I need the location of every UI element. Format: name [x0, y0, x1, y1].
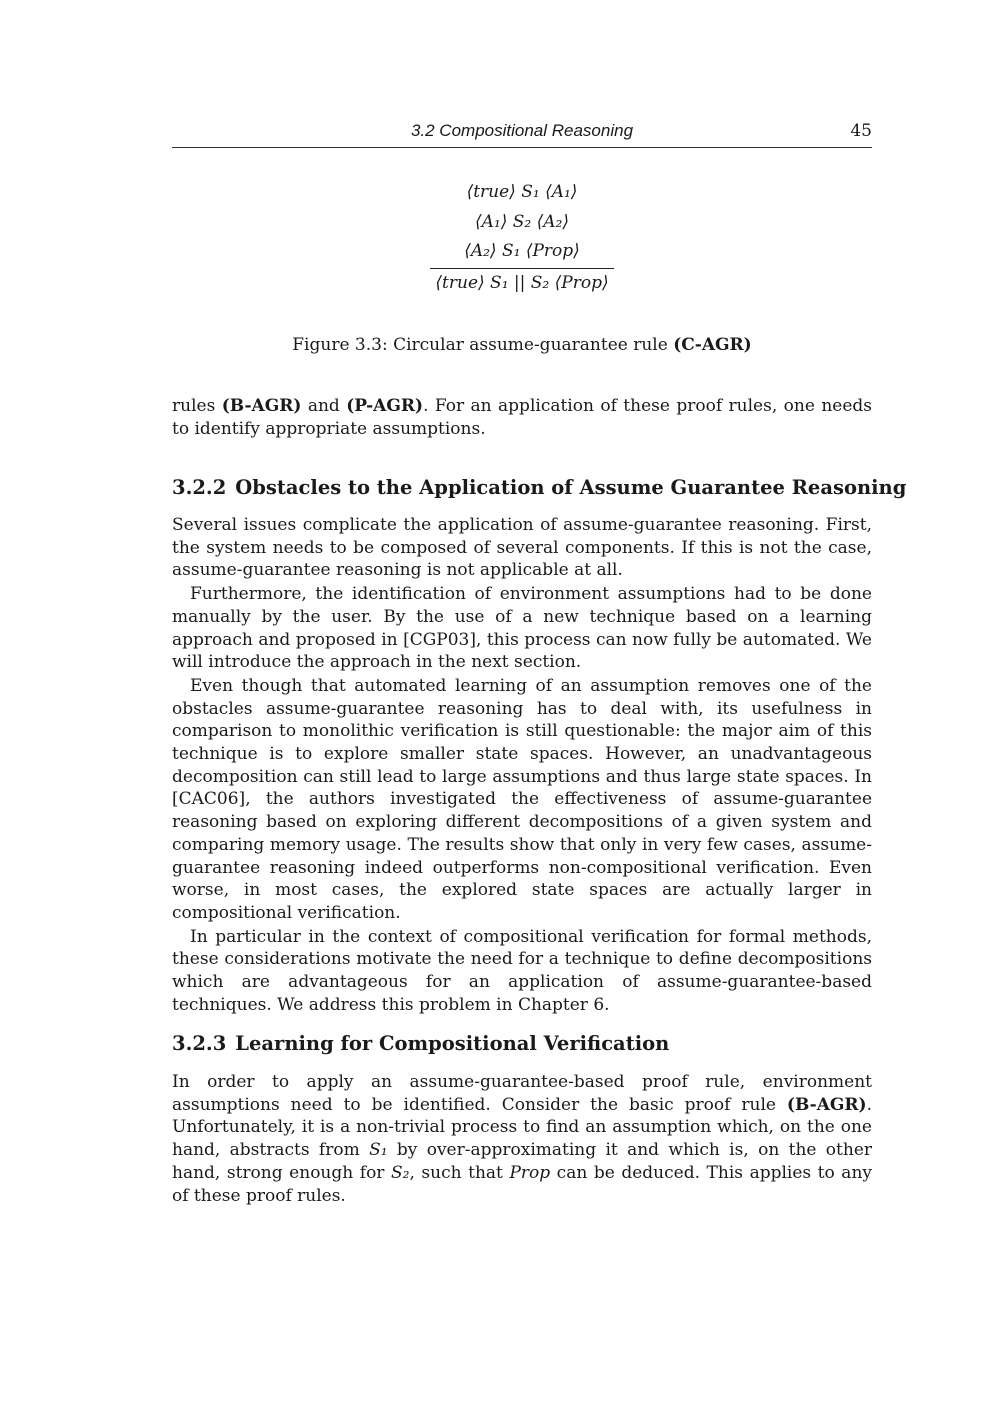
rule-conclusion: ⟨true⟩ S₁ || S₂ ⟨Prop⟩	[435, 272, 609, 293]
paragraph: In particular in the context of compositional verification for formal methods, these considerations motivate the need for a technique to define decompositions which are advantageous for an application of assume-guarantee-based techniques. We address this problem in Chapter 6.	[172, 926, 872, 1015]
paragraph: Furthermore, the identification of environment assumptions had to be done manually by the user. By the use of a new technique based on a learning approach and proposed in [CGP03], this process can now fully be automated. We will introduce the approach in the next section.	[172, 584, 872, 673]
text-run: rules	[172, 396, 222, 416]
math-symbol: S₂	[390, 1162, 410, 1183]
text-run: . Unfortunately, it is a non-trivial process to find an assumption which, on the one hand, abstracts from	[172, 1094, 872, 1161]
rule-ref: (B-AGR)	[786, 1094, 867, 1115]
text-run: can be deduced. This applies to any of these proof rules.	[172, 1162, 872, 1206]
section-number: 3.2.3	[172, 1032, 227, 1055]
math-symbol: S₁	[369, 1140, 388, 1161]
text-run: by over-approximating it and which is, on the other hand, strong enough for	[172, 1140, 873, 1183]
paragraph	[172, 1071, 872, 1207]
text-run: . For an application of these proof rules, one needs to identify appropriate assumptions.	[172, 396, 873, 439]
text-run: In order to apply an assume-guarantee-based proof rule, environment assumptions need to be identified. Consider the basic proof rule	[172, 1072, 872, 1115]
rule-premise: ⟨A₂⟩ S₁ ⟨Prop⟩	[464, 241, 580, 261]
text-run: and	[301, 396, 347, 416]
paragraph: Even though that automated learning of an assumption removes one of the obstacles assume-guarantee reasoning has to deal with, its usefulness in comparison to monolithic verification is still questionable: the major aim of this technique is to explore smaller state spaces. However, an unadvantageous decomposition can still lead to large assumptions and thus large state spaces. In [CAC06], the authors investigated the effectiveness of assume-guarantee reasoning based on exploring different decompositions of a given system and comparing memory usage. The results show that only in very few cases, assume-guarantee reasoning indeed outperforms non-compositional verification. Even worse, in most cases, the explored state spaces are actually larger in compositional verification.	[172, 675, 872, 923]
section-heading-3-2-3	[172, 1031, 872, 1057]
rule-premise: ⟨true⟩ S₁ ⟨A₁⟩	[466, 182, 578, 202]
proof-rule	[172, 178, 872, 298]
rule-ref: (B-AGR)	[221, 396, 302, 416]
math-symbol: Prop	[509, 1162, 551, 1183]
rule-ref: (P-AGR)	[346, 396, 424, 416]
section-title: Learning for Compositional Verification	[235, 1032, 670, 1055]
page-number: 45	[850, 121, 872, 141]
section-body-3-2-2	[172, 514, 872, 1016]
section-number: 3.2.2	[172, 476, 227, 499]
section-body-3-2-3	[172, 1071, 872, 1207]
figure-caption	[172, 333, 872, 357]
text-run: , such that	[409, 1162, 510, 1183]
paragraph: Several issues complicate the application of assume-guarantee reasoning. First, the system needs to be composed of several components. If this is not the case, assume-guarantee reasoning is not applicable at all.	[172, 515, 872, 581]
intro-paragraph	[172, 395, 872, 440]
section-heading-3-2-2	[172, 475, 907, 501]
caption-text: Figure 3.3: Circular assume-guarantee rule	[292, 335, 674, 355]
page-header	[172, 121, 872, 148]
section-title: Obstacles to the Application of Assume Guarantee Reasoning	[235, 476, 907, 499]
caption-rule-name: (C-AGR)	[673, 335, 752, 355]
figure-proof-rule	[172, 178, 872, 298]
running-title: 3.2 Compositional Reasoning	[410, 121, 634, 140]
rule-premise: ⟨A₁⟩ S₂ ⟨A₂⟩	[475, 211, 569, 232]
